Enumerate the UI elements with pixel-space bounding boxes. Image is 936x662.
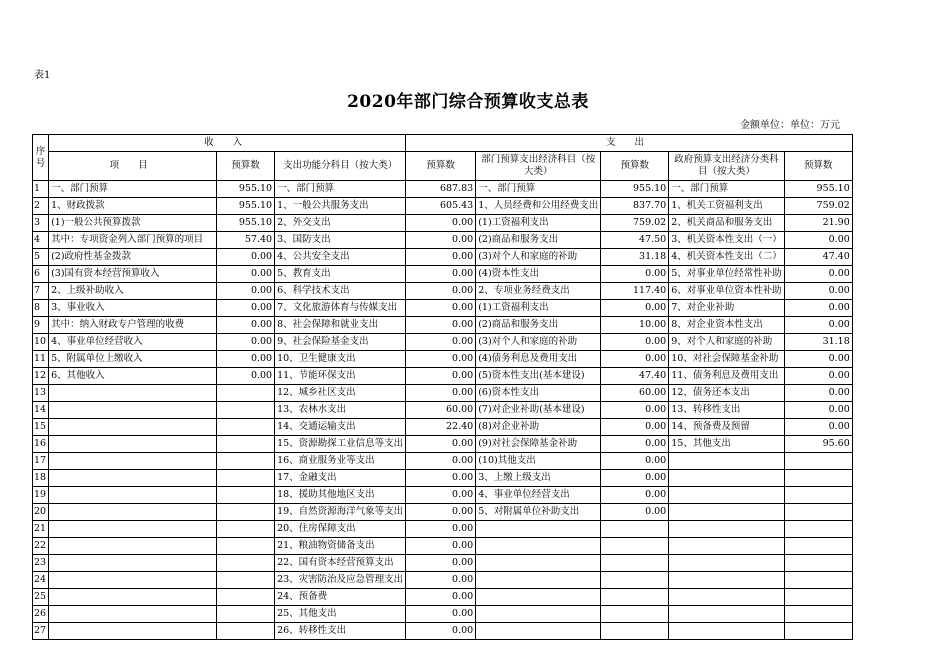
dept-econ-item: (6)资本性支出 bbox=[476, 385, 601, 402]
dept-econ-value bbox=[601, 606, 669, 623]
gov-econ-value: 95.60 bbox=[784, 436, 852, 453]
func-class-value: 687.83 bbox=[406, 181, 476, 198]
header-budget: 预算数 bbox=[406, 152, 476, 181]
income-item bbox=[49, 419, 217, 436]
header-budget: 预算数 bbox=[217, 152, 275, 181]
income-item: 一、部门预算 bbox=[49, 181, 217, 198]
func-class-item: 25、其他支出 bbox=[275, 606, 406, 623]
income-item bbox=[49, 453, 217, 470]
dept-econ-item: (3)对个人和家庭的补助 bbox=[476, 334, 601, 351]
func-class-value: 0.00 bbox=[406, 606, 476, 623]
dept-econ-value: 0.00 bbox=[601, 470, 669, 487]
row-index: 24 bbox=[33, 572, 49, 589]
dept-econ-value bbox=[601, 572, 669, 589]
func-class-value: 0.00 bbox=[406, 453, 476, 470]
gov-econ-value: 31.18 bbox=[784, 334, 852, 351]
dept-econ-item bbox=[476, 555, 601, 572]
func-class-value: 0.00 bbox=[406, 555, 476, 572]
dept-econ-item bbox=[476, 606, 601, 623]
dept-econ-value: 0.00 bbox=[601, 436, 669, 453]
gov-econ-value: 0.00 bbox=[784, 351, 852, 368]
dept-econ-item: 4、事业单位经营支出 bbox=[476, 487, 601, 504]
income-item: (2)政府性基金拨款 bbox=[49, 249, 217, 266]
dept-econ-item: 1、人员经费和公用经费支出 bbox=[476, 198, 601, 215]
func-class-item: 8、社会保障和就业支出 bbox=[275, 317, 406, 334]
func-class-item: 4、公共安全支出 bbox=[275, 249, 406, 266]
dept-econ-item: 一、部门预算 bbox=[476, 181, 601, 198]
dept-econ-value: 759.02 bbox=[601, 215, 669, 232]
table-row bbox=[33, 283, 853, 300]
income-value bbox=[217, 572, 275, 589]
income-value bbox=[217, 623, 275, 640]
header-income: 收 入 bbox=[49, 135, 406, 152]
func-class-item: 7、文化旅游体育与传媒支出 bbox=[275, 300, 406, 317]
table-row bbox=[33, 589, 853, 606]
dept-econ-value bbox=[601, 623, 669, 640]
income-value: 0.00 bbox=[217, 249, 275, 266]
header-item: 项 目 bbox=[49, 152, 217, 181]
table-row bbox=[33, 623, 853, 640]
table-row bbox=[33, 572, 853, 589]
dept-econ-value: 0.00 bbox=[601, 504, 669, 521]
dept-econ-value: 955.10 bbox=[601, 181, 669, 198]
row-index: 18 bbox=[33, 470, 49, 487]
table-row bbox=[33, 351, 853, 368]
dept-econ-value: 0.00 bbox=[601, 334, 669, 351]
gov-econ-value: 0.00 bbox=[784, 266, 852, 283]
income-item bbox=[49, 402, 217, 419]
func-class-item: 20、住房保障支出 bbox=[275, 521, 406, 538]
dept-econ-value bbox=[601, 589, 669, 606]
gov-econ-value bbox=[784, 606, 852, 623]
row-index: 21 bbox=[33, 521, 49, 538]
func-class-value: 0.00 bbox=[406, 538, 476, 555]
dept-econ-value bbox=[601, 555, 669, 572]
func-class-item: 16、商业服务业等支出 bbox=[275, 453, 406, 470]
dept-econ-item: (2)商品和服务支出 bbox=[476, 232, 601, 249]
gov-econ-value bbox=[784, 538, 852, 555]
func-class-value: 0.00 bbox=[406, 436, 476, 453]
table-row bbox=[33, 555, 853, 572]
income-value bbox=[217, 419, 275, 436]
row-index: 16 bbox=[33, 436, 49, 453]
budget-summary-table bbox=[32, 134, 853, 640]
dept-econ-item: (1)工资福利支出 bbox=[476, 300, 601, 317]
page-title: 2020年部门综合预算收支总表 bbox=[347, 92, 589, 112]
gov-econ-item bbox=[669, 555, 785, 572]
gov-econ-item: 4、机关资本性支出（二） bbox=[669, 249, 785, 266]
gov-econ-value: 0.00 bbox=[784, 419, 852, 436]
func-class-item: 22、国有资本经营预算支出 bbox=[275, 555, 406, 572]
table-row bbox=[33, 521, 853, 538]
dept-econ-value: 0.00 bbox=[601, 419, 669, 436]
dept-econ-value: 0.00 bbox=[601, 300, 669, 317]
table-row bbox=[33, 368, 853, 385]
gov-econ-item: 9、对个人和家庭的补助 bbox=[669, 334, 785, 351]
income-value bbox=[217, 589, 275, 606]
income-value bbox=[217, 487, 275, 504]
dept-econ-value: 47.40 bbox=[601, 368, 669, 385]
dept-econ-item bbox=[476, 521, 601, 538]
dept-econ-item: (2)商品和服务支出 bbox=[476, 317, 601, 334]
gov-econ-value: 0.00 bbox=[784, 402, 852, 419]
income-value: 955.10 bbox=[217, 181, 275, 198]
income-value: 0.00 bbox=[217, 283, 275, 300]
gov-econ-item bbox=[669, 453, 785, 470]
income-value bbox=[217, 606, 275, 623]
income-item bbox=[49, 436, 217, 453]
income-item bbox=[49, 487, 217, 504]
gov-econ-item: 7、对企业补助 bbox=[669, 300, 785, 317]
dept-econ-value: 0.00 bbox=[601, 402, 669, 419]
gov-econ-item bbox=[669, 521, 785, 538]
dept-econ-value: 117.40 bbox=[601, 283, 669, 300]
func-class-value: 0.00 bbox=[406, 317, 476, 334]
table-row bbox=[33, 504, 853, 521]
income-value bbox=[217, 538, 275, 555]
table-row bbox=[33, 300, 853, 317]
table-row bbox=[33, 266, 853, 283]
table-row bbox=[33, 215, 853, 232]
dept-econ-value: 0.00 bbox=[601, 487, 669, 504]
dept-econ-value: 60.00 bbox=[601, 385, 669, 402]
sheet-label: 表1 bbox=[34, 70, 51, 81]
gov-econ-item: 8、对企业资本性支出 bbox=[669, 317, 785, 334]
table-row bbox=[33, 198, 853, 215]
header-expense: 支 出 bbox=[406, 135, 853, 152]
dept-econ-value: 47.50 bbox=[601, 232, 669, 249]
table-row bbox=[33, 181, 853, 198]
income-value bbox=[217, 555, 275, 572]
row-index: 20 bbox=[33, 504, 49, 521]
income-item bbox=[49, 504, 217, 521]
income-item: 1、财政拨款 bbox=[49, 198, 217, 215]
func-class-value: 60.00 bbox=[406, 402, 476, 419]
dept-econ-value bbox=[601, 538, 669, 555]
gov-econ-item bbox=[669, 606, 785, 623]
func-class-value: 0.00 bbox=[406, 487, 476, 504]
dept-econ-item bbox=[476, 538, 601, 555]
row-index: 4 bbox=[33, 232, 49, 249]
func-class-item: 14、交通运输支出 bbox=[275, 419, 406, 436]
row-index: 27 bbox=[33, 623, 49, 640]
row-index: 10 bbox=[33, 334, 49, 351]
gov-econ-item: 10、对社会保障基金补助 bbox=[669, 351, 785, 368]
dept-econ-item: (1)工资福利支出 bbox=[476, 215, 601, 232]
row-index: 19 bbox=[33, 487, 49, 504]
func-class-value: 0.00 bbox=[406, 266, 476, 283]
income-value bbox=[217, 453, 275, 470]
func-class-value: 0.00 bbox=[406, 470, 476, 487]
func-class-value: 0.00 bbox=[406, 572, 476, 589]
func-class-item: 17、金融支出 bbox=[275, 470, 406, 487]
income-value: 955.10 bbox=[217, 215, 275, 232]
income-item bbox=[49, 555, 217, 572]
row-index: 2 bbox=[33, 198, 49, 215]
func-class-value: 0.00 bbox=[406, 351, 476, 368]
func-class-value: 0.00 bbox=[406, 368, 476, 385]
row-index: 8 bbox=[33, 300, 49, 317]
dept-econ-item: 2、专项业务经费支出 bbox=[476, 283, 601, 300]
gov-econ-item: 14、预备费及预留 bbox=[669, 419, 785, 436]
dept-econ-item: (9)对社会保障基金补助 bbox=[476, 436, 601, 453]
income-value bbox=[217, 470, 275, 487]
income-item bbox=[49, 538, 217, 555]
func-class-value: 0.00 bbox=[406, 283, 476, 300]
table-row bbox=[33, 453, 853, 470]
func-class-value: 605.43 bbox=[406, 198, 476, 215]
gov-econ-item bbox=[669, 470, 785, 487]
gov-econ-item: 6、对事业单位资本性补助 bbox=[669, 283, 785, 300]
income-item bbox=[49, 385, 217, 402]
func-class-item: 10、卫生健康支出 bbox=[275, 351, 406, 368]
gov-econ-value bbox=[784, 453, 852, 470]
row-index: 26 bbox=[33, 606, 49, 623]
gov-econ-value: 0.00 bbox=[784, 385, 852, 402]
gov-econ-item: 11、债务利息及费用支出 bbox=[669, 368, 785, 385]
income-item bbox=[49, 572, 217, 589]
header-dept-econ: 部门预算支出经济科目（按大类） bbox=[476, 152, 601, 181]
gov-econ-value bbox=[784, 589, 852, 606]
func-class-item: 6、科学技术支出 bbox=[275, 283, 406, 300]
func-class-item: 一、部门预算 bbox=[275, 181, 406, 198]
func-class-item: 1、一般公共服务支出 bbox=[275, 198, 406, 215]
func-class-item: 13、农林水支出 bbox=[275, 402, 406, 419]
income-value: 0.00 bbox=[217, 351, 275, 368]
table-row bbox=[33, 317, 853, 334]
func-class-value: 0.00 bbox=[406, 504, 476, 521]
income-item: 2、上级补助收入 bbox=[49, 283, 217, 300]
gov-econ-value bbox=[784, 504, 852, 521]
gov-econ-value bbox=[784, 555, 852, 572]
dept-econ-item: (7)对企业补助(基本建设) bbox=[476, 402, 601, 419]
gov-econ-item: 15、其他支出 bbox=[669, 436, 785, 453]
row-index: 14 bbox=[33, 402, 49, 419]
income-value bbox=[217, 402, 275, 419]
func-class-item: 18、援助其他地区支出 bbox=[275, 487, 406, 504]
gov-econ-value: 955.10 bbox=[784, 181, 852, 198]
func-class-item: 9、社会保险基金支出 bbox=[275, 334, 406, 351]
func-class-value: 22.40 bbox=[406, 419, 476, 436]
func-class-value: 0.00 bbox=[406, 300, 476, 317]
func-class-item: 26、转移性支出 bbox=[275, 623, 406, 640]
func-class-item: 12、城乡社区支出 bbox=[275, 385, 406, 402]
gov-econ-item: 一、部门预算 bbox=[669, 181, 785, 198]
row-index: 7 bbox=[33, 283, 49, 300]
gov-econ-value bbox=[784, 521, 852, 538]
income-item: 6、其他收入 bbox=[49, 368, 217, 385]
func-class-item: 2、外交支出 bbox=[275, 215, 406, 232]
income-value: 0.00 bbox=[217, 317, 275, 334]
income-item bbox=[49, 606, 217, 623]
func-class-value: 0.00 bbox=[406, 215, 476, 232]
row-index: 9 bbox=[33, 317, 49, 334]
table-row bbox=[33, 470, 853, 487]
table-row bbox=[33, 487, 853, 504]
row-index: 15 bbox=[33, 419, 49, 436]
dept-econ-item bbox=[476, 589, 601, 606]
dept-econ-item: (3)对个人和家庭的补助 bbox=[476, 249, 601, 266]
gov-econ-value bbox=[784, 623, 852, 640]
income-value: 0.00 bbox=[217, 368, 275, 385]
func-class-item: 23、灾害防治及应急管理支出 bbox=[275, 572, 406, 589]
dept-econ-item: (5)资本性支出(基本建设) bbox=[476, 368, 601, 385]
income-item bbox=[49, 589, 217, 606]
row-index: 3 bbox=[33, 215, 49, 232]
dept-econ-value: 0.00 bbox=[601, 351, 669, 368]
gov-econ-item bbox=[669, 487, 785, 504]
row-index: 17 bbox=[33, 453, 49, 470]
dept-econ-item: (4)债务利息及费用支出 bbox=[476, 351, 601, 368]
table-row bbox=[33, 249, 853, 266]
row-index: 5 bbox=[33, 249, 49, 266]
func-class-value: 0.00 bbox=[406, 232, 476, 249]
header-gov-econ: 政府预算支出经济分类科目（按大类） bbox=[669, 152, 785, 181]
row-index: 22 bbox=[33, 538, 49, 555]
func-class-item: 3、国防支出 bbox=[275, 232, 406, 249]
row-index: 12 bbox=[33, 368, 49, 385]
income-item: 其中：专项资金列入部门预算的项目 bbox=[49, 232, 217, 249]
func-class-item: 24、预备费 bbox=[275, 589, 406, 606]
dept-econ-value: 0.00 bbox=[601, 266, 669, 283]
dept-econ-value: 0.00 bbox=[601, 453, 669, 470]
income-item: 其中：纳入财政专户管理的收费 bbox=[49, 317, 217, 334]
dept-econ-value: 31.18 bbox=[601, 249, 669, 266]
row-index: 11 bbox=[33, 351, 49, 368]
table-row bbox=[33, 232, 853, 249]
gov-econ-item bbox=[669, 589, 785, 606]
row-index: 23 bbox=[33, 555, 49, 572]
row-index: 13 bbox=[33, 385, 49, 402]
unit-label: 金额单位：单位：万元 bbox=[740, 120, 840, 131]
income-value: 0.00 bbox=[217, 334, 275, 351]
income-item: 5、附属单位上缴收入 bbox=[49, 351, 217, 368]
gov-econ-item: 5、对事业单位经常性补助 bbox=[669, 266, 785, 283]
table-row bbox=[33, 402, 853, 419]
income-item bbox=[49, 521, 217, 538]
gov-econ-value: 21.90 bbox=[784, 215, 852, 232]
dept-econ-item bbox=[476, 623, 601, 640]
func-class-item: 21、粮油物资储备支出 bbox=[275, 538, 406, 555]
gov-econ-item: 3、机关资本性支出（一） bbox=[669, 232, 785, 249]
header-budget: 预算数 bbox=[784, 152, 852, 181]
gov-econ-value bbox=[784, 487, 852, 504]
row-index: 25 bbox=[33, 589, 49, 606]
gov-econ-item: 12、债务还本支出 bbox=[669, 385, 785, 402]
table-row bbox=[33, 606, 853, 623]
gov-econ-item bbox=[669, 572, 785, 589]
table-row bbox=[33, 419, 853, 436]
income-item bbox=[49, 623, 217, 640]
table-row bbox=[33, 385, 853, 402]
dept-econ-item: 5、对附属单位补助支出 bbox=[476, 504, 601, 521]
gov-econ-value: 47.40 bbox=[784, 249, 852, 266]
table-row bbox=[33, 436, 853, 453]
header-seq: 序号 bbox=[33, 135, 49, 181]
dept-econ-item: (10)其他支出 bbox=[476, 453, 601, 470]
income-item: 3、事业收入 bbox=[49, 300, 217, 317]
income-value: 955.10 bbox=[217, 198, 275, 215]
dept-econ-item: (4)资本性支出 bbox=[476, 266, 601, 283]
gov-econ-value: 759.02 bbox=[784, 198, 852, 215]
dept-econ-value: 837.70 bbox=[601, 198, 669, 215]
table-row bbox=[33, 334, 853, 351]
income-value: 0.00 bbox=[217, 300, 275, 317]
gov-econ-value: 0.00 bbox=[784, 317, 852, 334]
income-item bbox=[49, 470, 217, 487]
gov-econ-value bbox=[784, 572, 852, 589]
func-class-value: 0.00 bbox=[406, 521, 476, 538]
dept-econ-item: (8)对企业补助 bbox=[476, 419, 601, 436]
header-func-class: 支出功能分科目（按大类） bbox=[275, 152, 406, 181]
gov-econ-value: 0.00 bbox=[784, 300, 852, 317]
gov-econ-value: 0.00 bbox=[784, 232, 852, 249]
func-class-value: 0.00 bbox=[406, 385, 476, 402]
income-item: (1)一般公共预算拨款 bbox=[49, 215, 217, 232]
income-value: 57.40 bbox=[217, 232, 275, 249]
gov-econ-item bbox=[669, 504, 785, 521]
func-class-value: 0.00 bbox=[406, 334, 476, 351]
row-index: 6 bbox=[33, 266, 49, 283]
gov-econ-value: 0.00 bbox=[784, 283, 852, 300]
income-value bbox=[217, 385, 275, 402]
gov-econ-item: 1、机关工资福利支出 bbox=[669, 198, 785, 215]
income-item: (3)国有资本经营预算收入 bbox=[49, 266, 217, 283]
dept-econ-item: 3、上缴上级支出 bbox=[476, 470, 601, 487]
func-class-value: 0.00 bbox=[406, 623, 476, 640]
gov-econ-item bbox=[669, 623, 785, 640]
gov-econ-value bbox=[784, 470, 852, 487]
func-class-value: 0.00 bbox=[406, 589, 476, 606]
dept-econ-value: 10.00 bbox=[601, 317, 669, 334]
func-class-item: 19、自然资源海洋气象等支出 bbox=[275, 504, 406, 521]
func-class-value: 0.00 bbox=[406, 249, 476, 266]
func-class-item: 11、节能环保支出 bbox=[275, 368, 406, 385]
dept-econ-item bbox=[476, 572, 601, 589]
table-row bbox=[33, 538, 853, 555]
gov-econ-item: 2、机关商品和服务支出 bbox=[669, 215, 785, 232]
func-class-item: 15、资源勘探工业信息等支出 bbox=[275, 436, 406, 453]
income-value bbox=[217, 521, 275, 538]
dept-econ-value bbox=[601, 521, 669, 538]
row-index: 1 bbox=[33, 181, 49, 198]
gov-econ-item bbox=[669, 538, 785, 555]
income-value bbox=[217, 504, 275, 521]
gov-econ-item: 13、转移性支出 bbox=[669, 402, 785, 419]
header-budget: 预算数 bbox=[601, 152, 669, 181]
gov-econ-value: 0.00 bbox=[784, 368, 852, 385]
income-value bbox=[217, 436, 275, 453]
income-item: 4、事业单位经营收入 bbox=[49, 334, 217, 351]
income-value: 0.00 bbox=[217, 266, 275, 283]
func-class-item: 5、教育支出 bbox=[275, 266, 406, 283]
